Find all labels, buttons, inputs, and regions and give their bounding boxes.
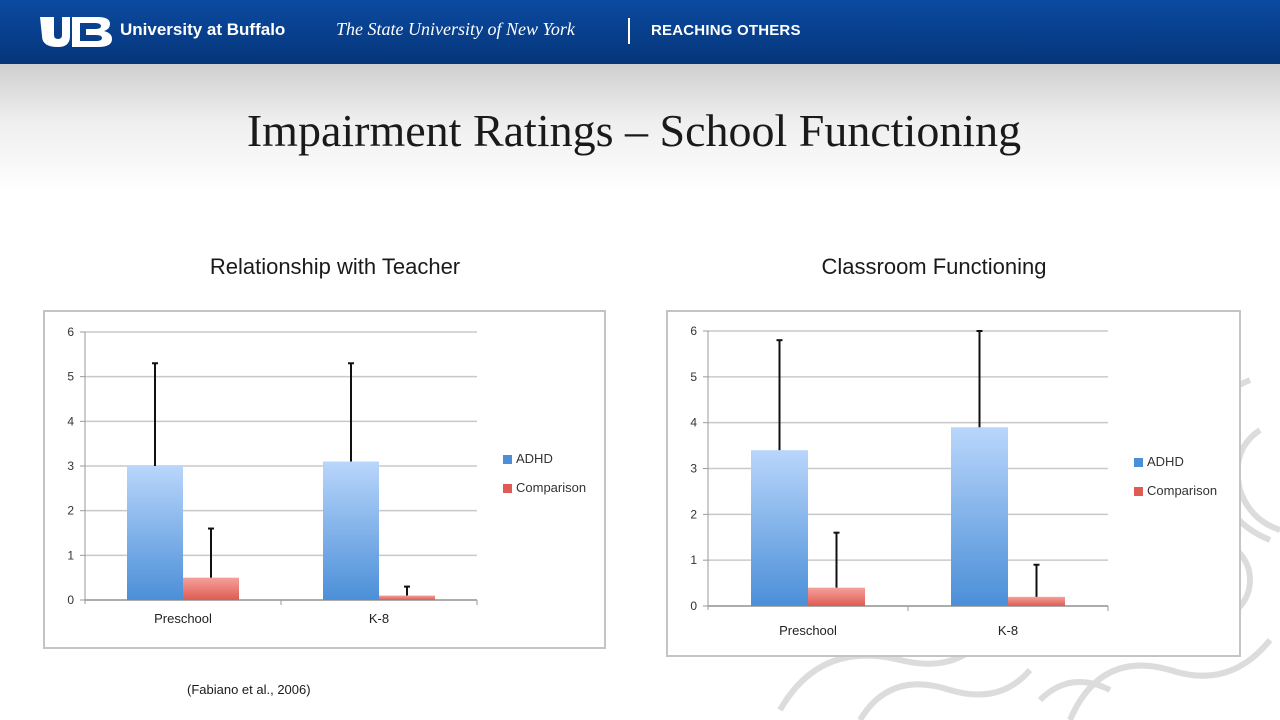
y-tick-label: 6	[690, 324, 697, 338]
y-tick-label: 2	[690, 507, 697, 522]
legend-label: ADHD	[516, 451, 553, 466]
y-tick-label: 3	[690, 461, 697, 476]
y-tick-label: 4	[690, 415, 697, 430]
y-tick-label: 0	[67, 593, 74, 607]
chart-title-classroom: Classroom Functioning	[821, 254, 1047, 279]
citation: (Fabiano et al., 2006)	[187, 682, 311, 697]
bar-comparison	[379, 596, 435, 600]
bar-adhd	[127, 466, 183, 600]
legend-label: ADHD	[1147, 454, 1184, 469]
legend-swatch	[1134, 458, 1143, 467]
brand-subtitle: The State University of New York	[336, 19, 575, 39]
bar-adhd	[751, 450, 808, 606]
category-label: K-8	[368, 611, 390, 626]
category-label: K-8	[997, 623, 1019, 638]
slide-title: Impairment Ratings – School Functioning	[246, 105, 1022, 156]
legend-swatch	[1134, 487, 1143, 496]
top-banner	[0, 0, 1280, 64]
brand-name: University at Buffalo	[120, 20, 286, 39]
legend-label: Comparison	[516, 480, 587, 495]
y-tick-label: 1	[67, 548, 74, 563]
bar-adhd	[323, 462, 379, 600]
legend-swatch	[503, 455, 512, 464]
y-tick-label: 3	[67, 459, 74, 473]
chart-classroom	[668, 312, 1239, 655]
y-tick-label: 5	[67, 369, 74, 384]
bar-adhd	[951, 427, 1008, 606]
ub-logo-icon	[40, 17, 114, 47]
legend-swatch	[503, 484, 512, 493]
y-tick-label: 4	[67, 414, 74, 429]
y-tick-label: 1	[690, 553, 697, 568]
chart-title-teacher: Relationship with Teacher	[209, 254, 461, 279]
chart-teacher-frame	[43, 310, 606, 649]
category-label: Preschool	[154, 611, 212, 626]
chart-teacher	[45, 312, 604, 647]
y-tick-label: 0	[690, 599, 697, 613]
chart-classroom-frame	[666, 310, 1241, 657]
y-tick-label: 6	[67, 325, 74, 339]
y-tick-label: 5	[690, 369, 697, 384]
legend-label: Comparison	[1147, 483, 1218, 498]
y-tick-label: 2	[67, 503, 74, 518]
brand-tagline: REACHING OTHERS	[651, 22, 801, 39]
bar-comparison	[808, 588, 865, 606]
category-label: Preschool	[779, 623, 837, 638]
bar-comparison	[1008, 597, 1065, 606]
header-divider	[628, 18, 630, 44]
bar-comparison	[183, 578, 239, 600]
